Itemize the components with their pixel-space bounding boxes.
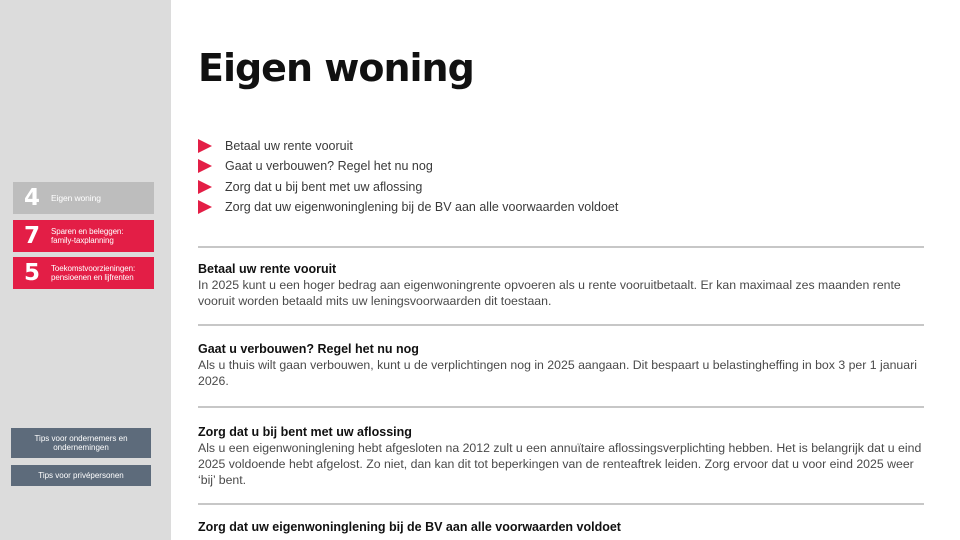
chapter-number: 7: [23, 223, 40, 249]
section-heading: Zorg dat uw eigenwoninglening bij de BV aan alle voorwaarden voldoet: [198, 520, 621, 534]
toc-link[interactable]: Gaat u verbouwen? Regel het nu nog: [225, 159, 433, 174]
toc-link[interactable]: Zorg dat uw eigenwoninglening bij de BV aan alle voorwaarden voldoet: [225, 200, 619, 215]
toc-item: [198, 156, 618, 176]
page-title: Eigen woning: [198, 46, 474, 90]
toc-item: [198, 197, 618, 217]
section-rente-vooruit: [198, 261, 924, 309]
sidebar: [0, 0, 171, 540]
chapter-label: Sparen en beleggen: family-taxplanning: [51, 227, 124, 245]
triangle-arrow-icon: [198, 139, 212, 153]
triangle-arrow-icon: [198, 200, 212, 214]
toc-item: [198, 177, 618, 197]
chapter-label: Toekomstvoorzieningen: pensioenen en lijfrenten: [51, 264, 136, 282]
triangle-arrow-icon: [198, 180, 212, 194]
section-heading: Betaal uw rente vooruit: [198, 262, 337, 276]
tips-ondernemers-button[interactable]: Tips voor ondernemers en ondernemingen: [11, 428, 151, 458]
chapter-nav-toekomstvoorzieningen[interactable]: [13, 257, 154, 289]
section-divider: [198, 503, 924, 505]
chapter-number: 4: [23, 185, 40, 211]
section-divider: [198, 406, 924, 408]
section-divider: [198, 246, 924, 248]
section-body: Als u thuis wilt gaan verbouwen, kunt u de verplichtingen nog in 2025 aangaan. Dit bespaart u belastingheffing in box 3 per 1 januari 2026.: [198, 358, 917, 389]
tips-privepersonen-button[interactable]: Tips voor privépersonen: [11, 465, 151, 486]
section-body: In 2025 kunt u een hoger bedrag aan eigenwoningrente opvoeren als u rente vooruitbetaalt. Er kan maximaal zes maanden rente vooruit worden betaald mits uw leningsvoorwaarden dit toestaan.: [198, 278, 901, 309]
toc-item: [198, 136, 618, 156]
section-divider: [198, 324, 924, 326]
section-heading: Gaat u verbouwen? Regel het nu nog: [198, 342, 419, 356]
section-heading: Zorg dat u bij bent met uw aflossing: [198, 425, 412, 439]
table-of-contents: [198, 136, 618, 217]
chapter-nav-sparen-beleggen[interactable]: [13, 220, 154, 252]
section-eigenwoninglening-bv: [198, 519, 924, 535]
section-aflossing: [198, 424, 924, 489]
toc-link[interactable]: Betaal uw rente vooruit: [225, 139, 353, 154]
chapter-label: Eigen woning: [51, 192, 101, 203]
section-verbouwen: [198, 341, 924, 389]
triangle-arrow-icon: [198, 159, 212, 173]
section-body: Als u een eigenwoninglening hebt afgesloten na 2012 zult u een annuïtaire aflossingsverplichting hebben. Het is belangrijk dat u eind 2025 voldoende hebt afgelost. Zo niet, dan kan dit tot beperkingen van de renteaftrek leiden. Zorg ervoor dat u voor eind 2025 weer ‘bij’ bent.: [198, 441, 922, 488]
chapter-number: 5: [23, 260, 40, 286]
chapter-nav-eigen-woning[interactable]: [13, 182, 154, 214]
toc-link[interactable]: Zorg dat u bij bent met uw aflossing: [225, 179, 423, 194]
